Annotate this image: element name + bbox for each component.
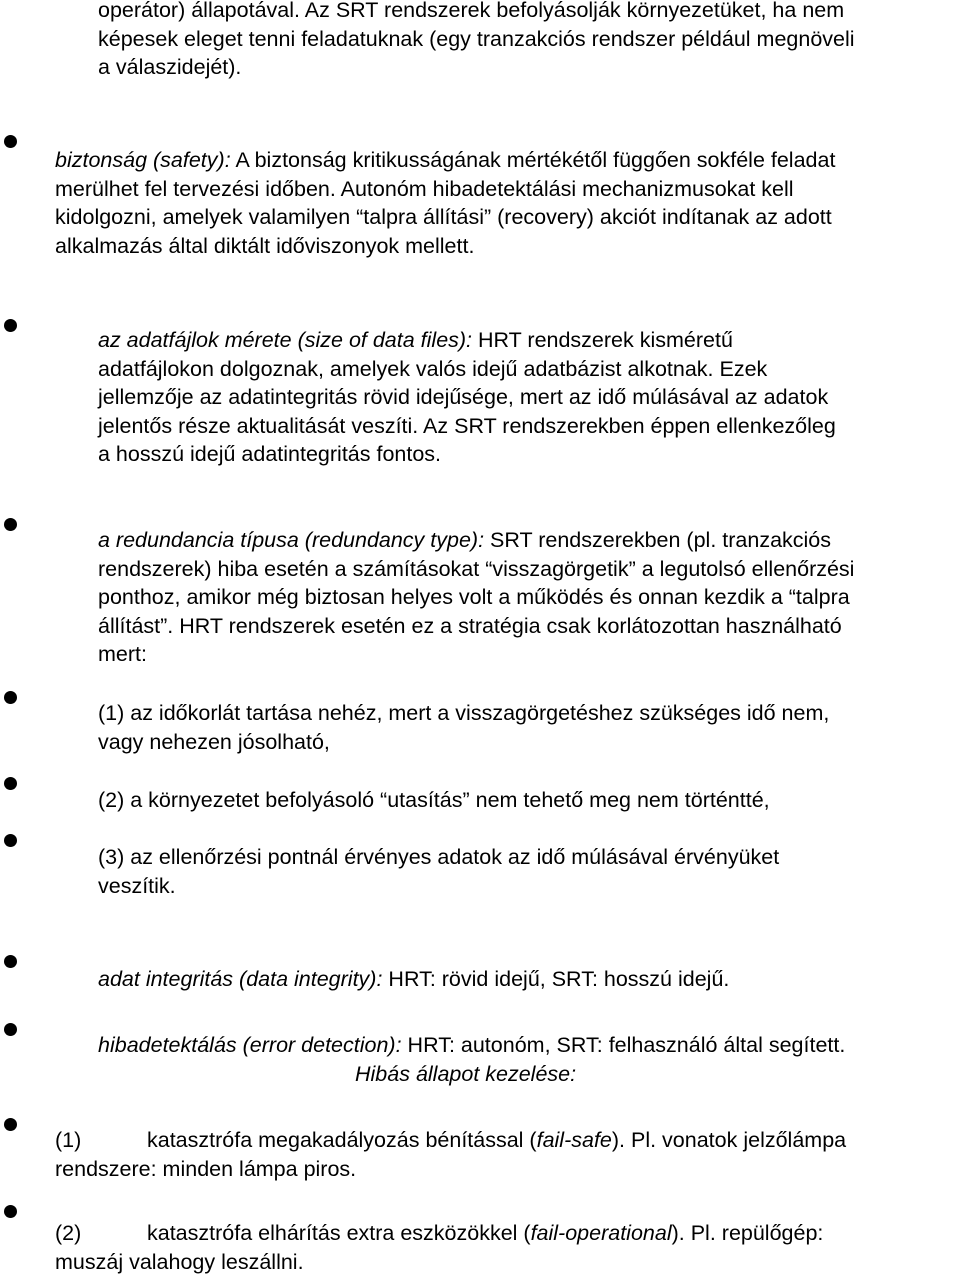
text-line: (1) az időkorlát tartása nehéz, mert a visszagörgetéshez szükséges idő nem,: [98, 701, 830, 725]
section-heading: Hibás állapot kezelése:: [355, 1062, 577, 1086]
fail-operational-paragraph: (2) katasztrófa elhárítás extra eszközökkel (fail-operational). Pl. repülőgép: muszáj valahogy leszállni.: [55, 1219, 823, 1276]
text-line: muszáj valahogy leszállni.: [55, 1249, 304, 1274]
bullet-icon: [4, 319, 17, 332]
item-number: (1): [55, 1128, 82, 1152]
redundancy-paragraph: a redundancia típusa (redundancy type): SRT rendszerekben (pl. tranzakciós rendszerek) hiba esetén a számításokat “visszagörgetik” a legutolsó ellenőrzési ponthoz, amikor még biztosan helyes volt a működés és onnan kezdik a “talpra állítást”. HRT rendszerek esetén ez a stratégia csak korlátozottan használható mert:: [98, 526, 854, 669]
bullet-icon: [4, 777, 17, 790]
bullet-icon: [4, 1023, 17, 1036]
filesize-paragraph: az adatfájlok mérete (size of data files): HRT rendszerek kisméretű adatfájlokon dolgoznak, amelyek valós idejű adatbázist alkotnak. Ezek jellemzője az adatintegritás rövid idejűsége, mert az idő múlásával az adatok jelentős része aktualitását veszíti. Az SRT rendszerekben éppen ellenkezőleg a hosszú idejű adatintegritás fontos.: [98, 326, 836, 469]
fail-operational-term: fail-operational: [530, 1221, 672, 1245]
integrity-line: adat integritás (data integrity): HRT: rövid idejű, SRT: hosszú idejű.: [98, 967, 730, 991]
text-line: jelentős része aktualitását veszíti. Az SRT rendszerekben éppen ellenkezőleg: [98, 413, 836, 438]
text-line: veszítik.: [98, 873, 176, 898]
fail-safe-paragraph: (1) katasztrófa megakadályozás bénítással (fail-safe). Pl. vonatok jelzőlámpa rendszere: minden lámpa piros.: [55, 1126, 846, 1183]
text-line: merülhet fel tervezési időben. Autonóm hibadetektálási mechanizmusokat kell: [55, 176, 794, 201]
text-line: (2) a környezetet befolyásoló “utasítás” nem tehető meg nem történtté,: [98, 788, 770, 812]
bullet-icon: [4, 834, 17, 847]
text-line: képesek eleget tenni feladatuknak (egy tranzakciós rendszer például megnöveli: [98, 26, 855, 51]
text-line: állítást”. HRT rendszerek esetén ez a stratégia csak korlátozottan használható: [98, 613, 842, 638]
bullet-icon: [4, 1205, 17, 1218]
text-line: kidolgozni, amelyek valamilyen “talpra állítási” (recovery) akciót indítanak az adott: [55, 205, 832, 230]
reason-1: [98, 699, 829, 756]
text-line: ponthoz, amikor még biztosan helyes volt a működés és onnan kezdik a “talpra: [98, 585, 850, 610]
reason-3: [98, 843, 779, 900]
detection-line: hibadetektálás (error detection): HRT: autonóm, SRT: felhasználó által segített.: [98, 1033, 846, 1057]
intro-paragraph: [98, 0, 855, 82]
text-line: a hosszú idejű adatintegritás fontos.: [98, 442, 442, 467]
text-line: alkalmazás által diktált időviszonyok mellett.: [55, 233, 475, 258]
text-line: a válaszidejét).: [98, 55, 242, 80]
text-line: rendszerek) hiba esetén a számításokat “visszagörgetik” a legutolsó ellenőrzési: [98, 556, 855, 581]
text-line: mert:: [98, 642, 147, 667]
text-line: (3) az ellenőrzési pontnál érvényes adatok az idő múlásával érvényüket: [98, 845, 780, 869]
bullet-icon: [4, 1118, 17, 1131]
bullet-icon: [4, 518, 17, 531]
item-number: (2): [55, 1221, 82, 1245]
bullet-icon: [4, 135, 17, 148]
bullet-icon: [4, 691, 17, 704]
filesize-term: az adatfájlok mérete (size of data files):: [98, 328, 473, 352]
fail-safe-term: fail-safe: [536, 1128, 612, 1152]
reason-2: [98, 786, 770, 815]
integrity-term: adat integritás (data integrity):: [98, 967, 383, 991]
detection-term: hibadetektálás (error detection):: [98, 1033, 402, 1057]
text-line: vagy nehezen jósolható,: [98, 729, 330, 754]
redundancy-term: a redundancia típusa (redundancy type):: [98, 528, 485, 552]
text-line: adatfájlokon dolgoznak, amelyek valós idejű adatbázist alkotnak. Ezek: [98, 356, 768, 381]
safety-paragraph: biztonság (safety): A biztonság kritikusságának mértékétől függően sokféle feladat merülhet fel tervezési időben. Autonóm hibadetektálási mechanizmusokat kell kidolgozni, amelyek valamilyen “talpra állítási” (recovery) akciót indítanak az adott alkalmazás által diktált időviszonyok mellett.: [55, 146, 835, 260]
text-line: rendszere: minden lámpa piros.: [55, 1156, 357, 1181]
text-line: operátor) állapotával. Az SRT rendszerek befolyásolják környezetüket, ha nem: [98, 0, 845, 22]
safety-term: biztonság (safety):: [55, 148, 231, 172]
text-line: jellemzője az adatintegritás rövid idejűsége, mert az idő múlásával az adatok: [98, 385, 829, 410]
bullet-icon: [4, 955, 17, 968]
